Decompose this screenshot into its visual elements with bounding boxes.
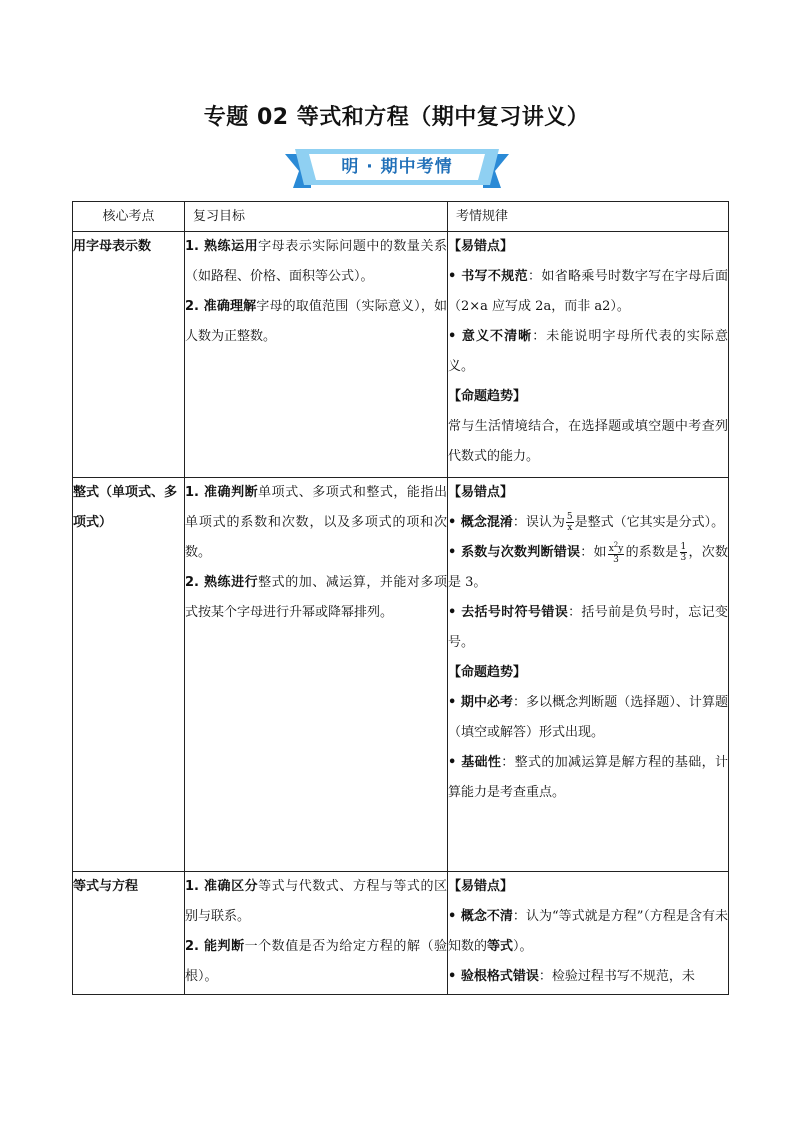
header-exam-pattern: 考情规律 [448,202,729,232]
header-review-goal: 复习目标 [185,202,448,232]
exam-pattern-cell: 【易错点】 • 书写不规范：如省略乘号时数字写在字母后面（2×a 应写成 2a，而非 a2）。 • 意义不清晰：未能说明字母所代表的实际意义。 【命题趋势】 常与生活情境结合，在选择题或填空题中考查列代数式的能力。 [448,232,729,478]
table-row [73,872,729,995]
review-goal-cell: 1. 准确区分等式与代数式、方程与等式的区别与联系。 2. 能判断一个数值是否为给定方程的解（验根）。 [185,872,448,995]
core-point-cell: 用字母表示数 [73,232,185,478]
table-row [73,232,729,478]
section-banner [285,146,509,188]
review-goal-cell: 1. 熟练运用字母表示实际问题中的数量关系（如路程、价格、面积等公式）。 2. 准确理解字母的取值范围（实际意义），如人数为正整数。 [185,232,448,478]
review-goal-cell: 1. 准确判断单项式、多项式和整式，能指出单项式的系数和次数，以及多项式的项和次数。 2. 熟练进行整式的加、减运算，并能对多项式按某个字母进行升幂或降幂排列。 [185,478,448,872]
fraction-5-over-x: $\frac{5}{x}$ [566,512,573,533]
table-row [73,478,729,872]
core-point-cell: 整式（单项式、多项式） [73,478,185,872]
table-header-row [73,202,729,232]
banner-label: 明 · 期中考情 [341,157,453,177]
exam-overview-table [72,201,729,995]
exam-pattern-cell: 【易错点】 • 概念混淆：误认为 $\frac{5}{x}$ 是整式（它其实是分式）。 • 系数与次数判断错误：如 $\frac{x^2y}{3}$ 的系数是 $\frac{1}{3}$ ，次数是 3。 • 去括号时符号错误：括号前是负号时，忘记变号。 【命题趋势】 • 期中必考：多以概念判断题（选择题）、计算题（填空或解答）形式出现。 • 基础性：整式的加减运算是解方程的基础，计算能力是考查重点。 [448,478,729,872]
page-title: 专题 02 等式和方程（期中复习讲义） [203,105,590,130]
fraction-1-over-3: $\frac{1}{3}$ [680,542,687,563]
core-point-cell: 等式与方程 [73,872,185,995]
header-core-point: 核心考点 [73,202,185,232]
fraction-x2y-over-3: $\frac{x^2y}{3}$ [608,541,624,565]
exam-pattern-cell: 【易错点】 • 概念不清：认为“等式就是方程”（方程是含有未知数的等式）。 • 验根格式错误：检验过程书写不规范，未 [448,872,729,995]
